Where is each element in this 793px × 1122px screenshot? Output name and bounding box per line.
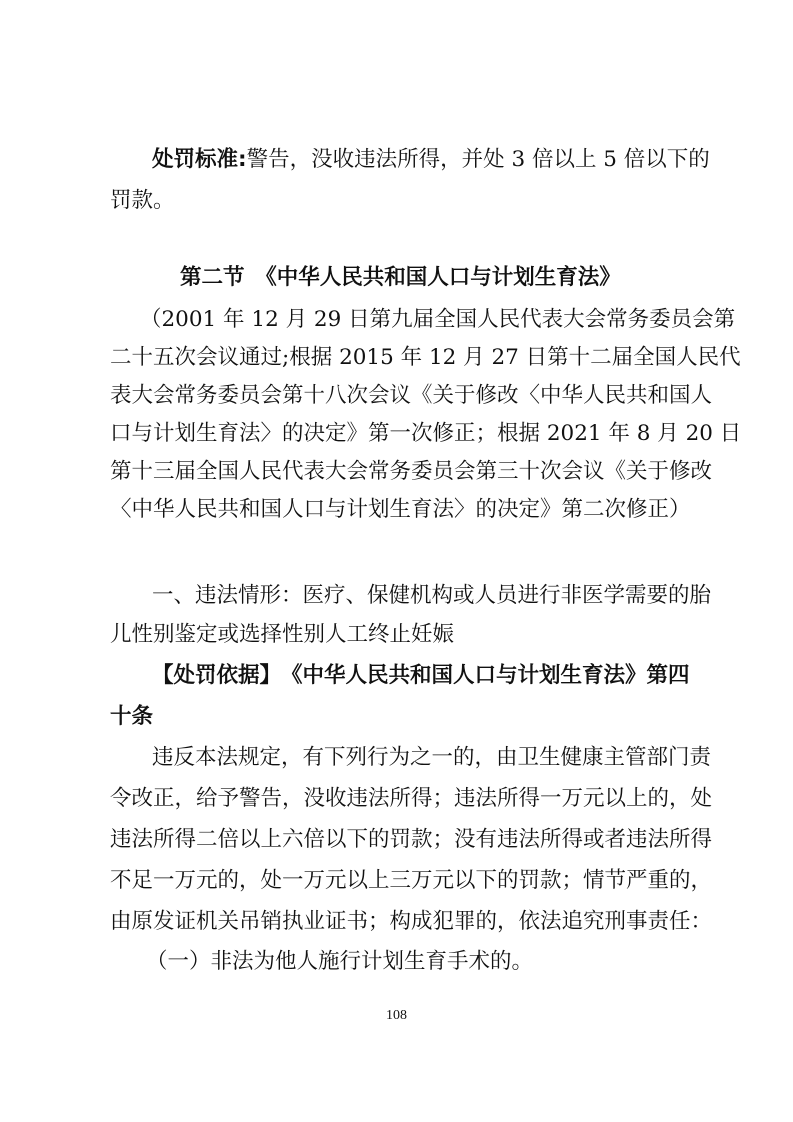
article-body-line-4: 不足一万元的，处一万元以上三万元以下的罚款；情节严重的， (110, 868, 713, 893)
article-body-line-6: （一）非法为他人施行计划生育手术的。 (146, 949, 534, 974)
history-line-2: 二十五次会议通过;根据 2015 年 12 月 27 日第十二届全国人民代 (110, 345, 741, 370)
article-body-line-3: 违法所得二倍以上六倍以下的罚款；没有违法所得或者违法所得 (110, 827, 713, 852)
history-line-4: 口与计划生育法〉的决定》第一次修正；根据 2021 年 8 月 20 日 (110, 421, 742, 446)
penalty-standard-text: 警告，没收违法所得，并处 3 倍以上 5 倍以下的 (246, 147, 710, 172)
article-body-line-5: 由原发证机关吊销执业证书；构成犯罪的，依法追究刑事责任： (110, 909, 713, 934)
article-body-line-1: 违反本法规定，有下列行为之一的，由卫生健康主管部门责 (152, 745, 712, 770)
penalty-standard-label: 处罚标准: (152, 147, 247, 172)
article-body-line-2: 令改正，给予警告，没收违法所得；违法所得一万元以上的，处 (110, 786, 713, 811)
penalty-basis-line-2: 十条 (110, 704, 154, 729)
history-line-6: 〈中华人民共和国人口与计划生育法〉的决定》第二次修正） (110, 497, 691, 522)
violation-title-line-2: 儿性别鉴定或选择性别人工终止妊娠 (110, 622, 455, 647)
penalty-standard-continuation: 罚款。 (110, 188, 175, 213)
penalty-basis-line-1: 【处罚依据】 《中华人民共和国人口与计划生育法》第四 (152, 663, 690, 688)
penalty-standard-line (152, 146, 710, 174)
history-line-3: 表大会常务委员会第十八次会议《关于修改〈中华人民共和国人 (110, 383, 713, 408)
history-line-1: （2001 年 12 月 29 日第九届全国人民代表大会常务委员会第 (140, 307, 736, 332)
section-heading: 第二节 《中华人民共和国人口与计划生育法》 (180, 265, 621, 290)
violation-title-line-1: 一、违法情形：医疗、保健机构或人员进行非医学需要的胎 (152, 583, 712, 608)
history-line-5: 第十三届全国人民代表大会常务委员会第三十次会议《关于修改 (110, 459, 713, 484)
page-number: 108 (386, 1008, 407, 1023)
